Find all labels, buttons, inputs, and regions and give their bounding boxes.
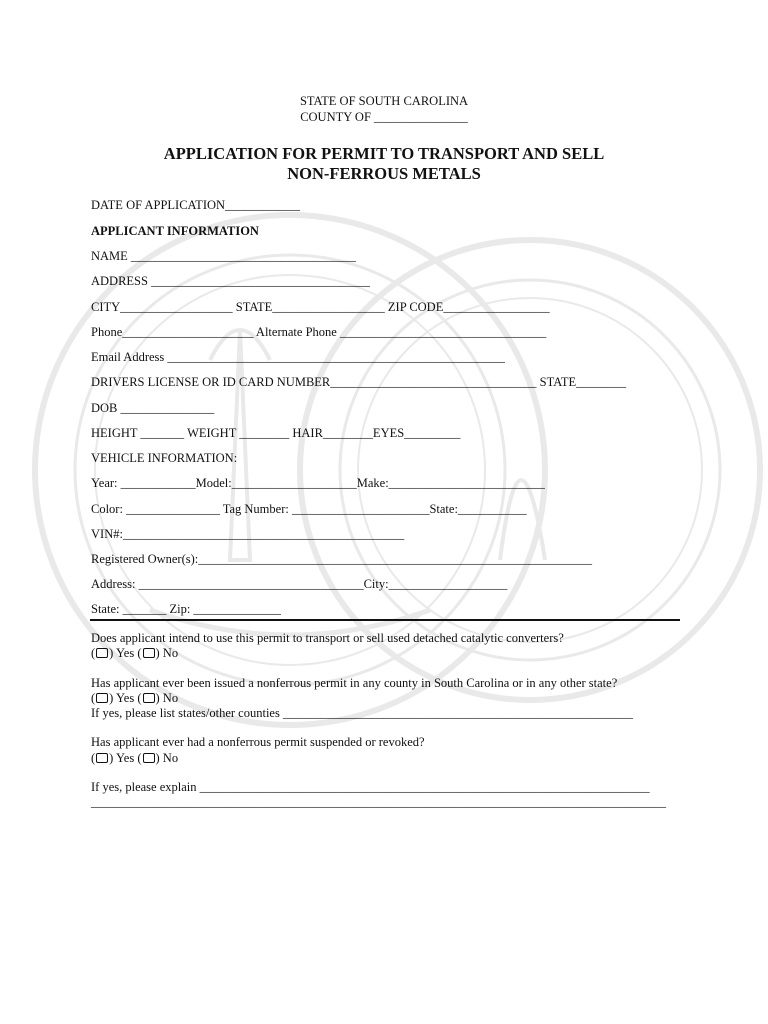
no-label: No xyxy=(162,646,179,660)
dob-field[interactable]: DOB _______________ xyxy=(91,401,215,415)
date-of-application-field[interactable]: DATE OF APPLICATION____________ xyxy=(91,198,301,212)
explain-field-continued[interactable]: ____________________________________________________________________________________________ xyxy=(91,795,666,809)
yes-label: Yes xyxy=(116,691,135,705)
question-suspended-revoked: Has applicant ever had a nonferrous permit suspended or revoked? xyxy=(91,735,425,749)
answer-row-catalytic-converters: ( ) Yes ( ) No xyxy=(91,646,179,660)
yes-checkbox[interactable] xyxy=(96,753,108,763)
year-model-make-field[interactable]: Year: ____________Model:____________________Make:_________________________ xyxy=(91,476,545,490)
list-states-counties-field[interactable]: If yes, please list states/other counties ________________________________________________________ xyxy=(91,706,633,720)
yes-label: Yes xyxy=(116,751,135,765)
no-checkbox[interactable] xyxy=(143,693,155,703)
question-previous-permit: Has applicant ever been issued a nonferrous permit in any county in South Carolina or in any other state? xyxy=(91,676,618,690)
explain-field[interactable]: If yes, please explain ________________________________________________________________________ xyxy=(91,780,650,794)
name-field[interactable]: NAME ____________________________________ xyxy=(91,249,356,263)
email-field[interactable]: Email Address ______________________________________________________ xyxy=(91,350,505,364)
header-state: STATE OF SOUTH CAROLINA xyxy=(299,94,469,108)
city-state-zip-field[interactable]: CITY__________________ STATE__________________ ZIP CODE_________________ xyxy=(91,300,550,314)
color-tag-state-field[interactable]: Color: _______________ Tag Number: ______________________State:___________ xyxy=(91,502,527,516)
form-title-line1: APPLICATION FOR PERMIT TO TRANSPORT AND SELL xyxy=(163,144,605,163)
phone-field[interactable]: Phone_____________________ Alternate Phone _________________________________ xyxy=(91,325,547,339)
yes-label: Yes xyxy=(116,646,135,660)
owner-state-zip-field[interactable]: State: _______ Zip: ______________ xyxy=(91,602,281,616)
no-checkbox[interactable] xyxy=(143,648,155,658)
drivers-license-field[interactable]: DRIVERS LICENSE OR ID CARD NUMBER_________________________________ STATE________ xyxy=(91,375,627,389)
answer-row-previous-permit: ( ) Yes ( ) No xyxy=(91,691,179,705)
section-divider xyxy=(90,619,680,621)
height-weight-hair-eyes-field[interactable]: HEIGHT _______ WEIGHT ________ HAIR________EYES_________ xyxy=(91,426,461,440)
header-county: COUNTY OF _______________ xyxy=(300,110,468,124)
answer-row-suspended-revoked: ( ) Yes ( ) No xyxy=(91,751,179,765)
vehicle-information-heading: VEHICLE INFORMATION: xyxy=(91,451,238,465)
yes-checkbox[interactable] xyxy=(96,648,108,658)
question-catalytic-converters: Does applicant intend to use this permit to transport or sell used detached catalytic converters? xyxy=(91,631,564,645)
no-label: No xyxy=(162,751,179,765)
address-field[interactable]: ADDRESS ___________________________________ xyxy=(91,274,370,288)
vin-field[interactable]: VIN#:_____________________________________________ xyxy=(91,527,405,541)
yes-checkbox[interactable] xyxy=(96,693,108,703)
owner-address-field[interactable]: Address: ____________________________________City:___________________ xyxy=(91,577,508,591)
no-checkbox[interactable] xyxy=(143,753,155,763)
registered-owner-field[interactable]: Registered Owner(s):_______________________________________________________________ xyxy=(91,552,593,566)
no-label: No xyxy=(162,691,179,705)
form-title-line2: NON-FERROUS METALS xyxy=(287,164,481,183)
applicant-information-heading: APPLICANT INFORMATION xyxy=(91,224,259,238)
